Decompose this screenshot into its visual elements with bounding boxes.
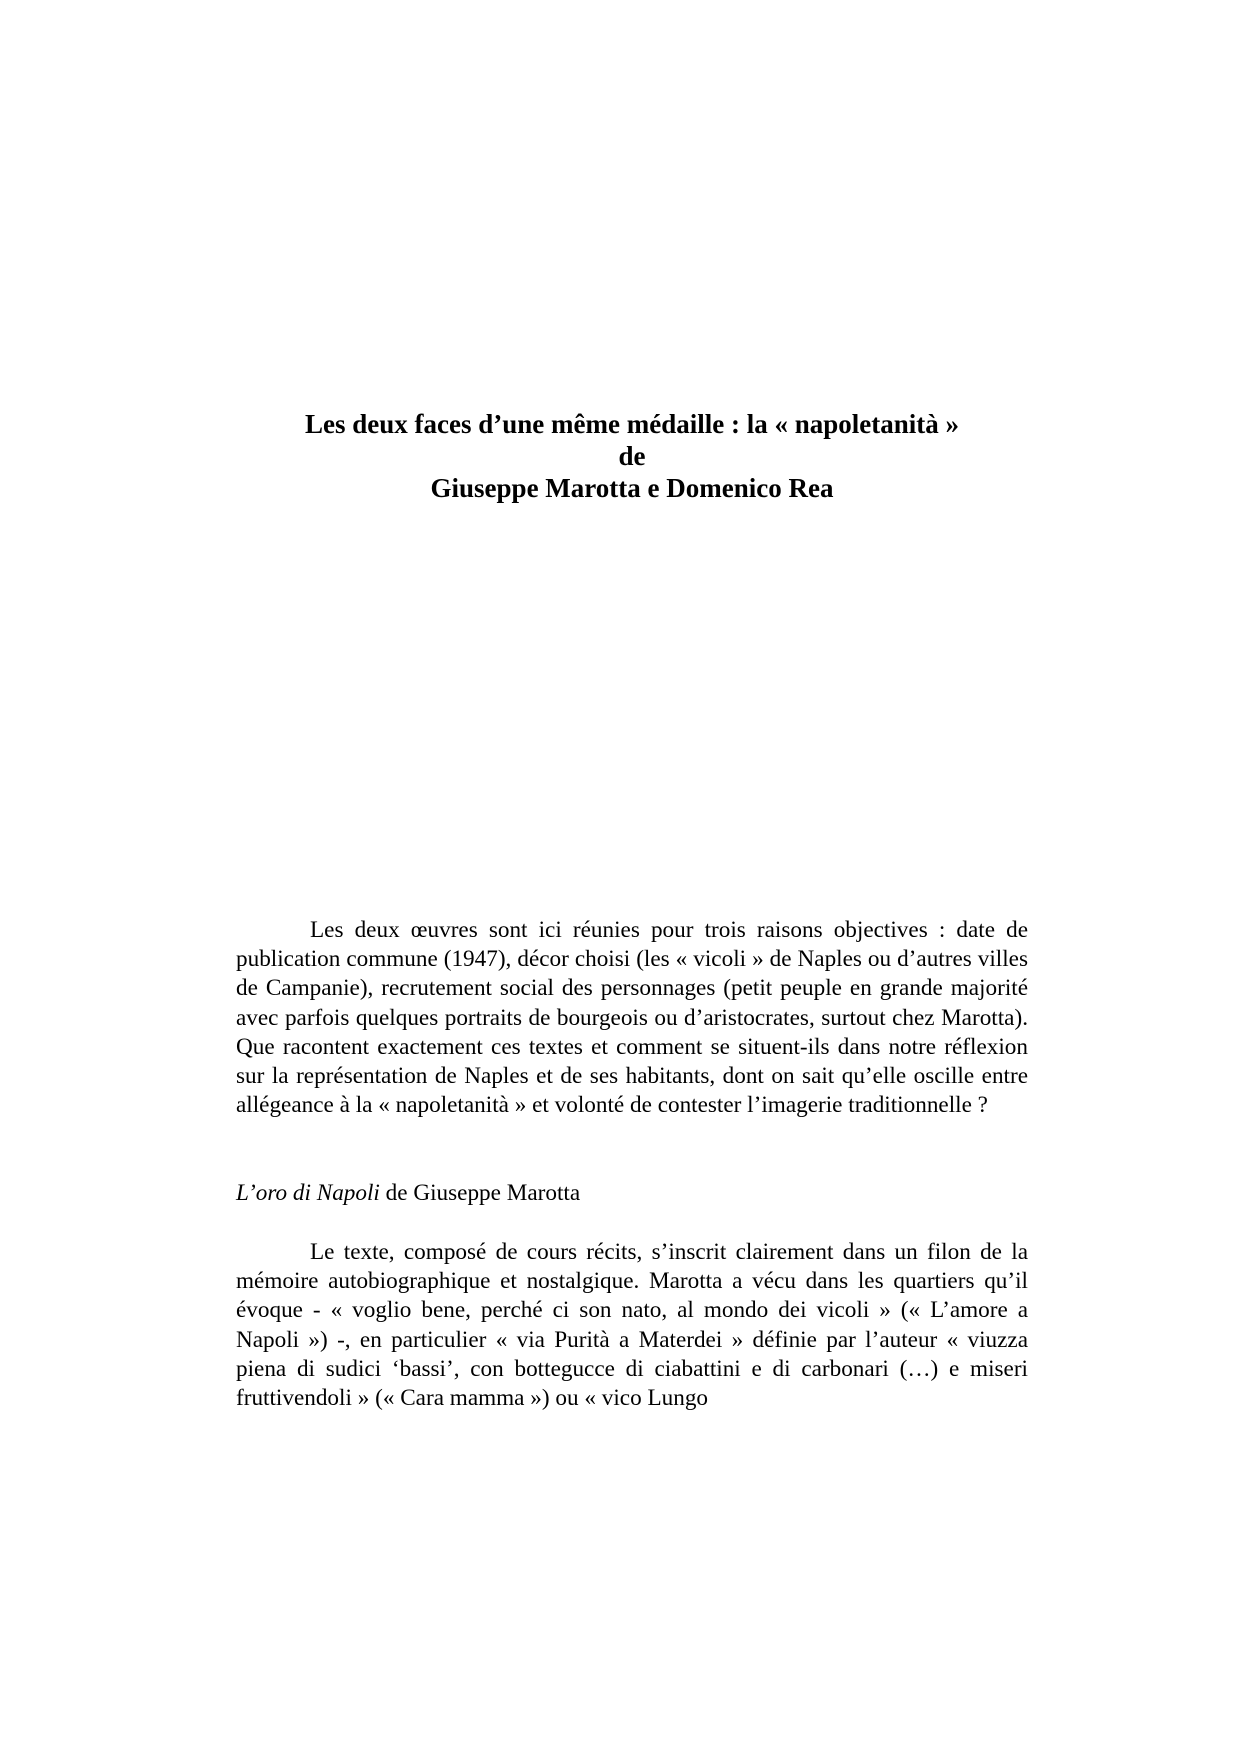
- section-heading-work-title: L’oro di Napoli: [236, 1180, 380, 1206]
- title-line-2: de: [618, 441, 646, 471]
- document-title: [236, 408, 1028, 504]
- title-line-3: Giuseppe Marotta e Domenico Rea: [430, 473, 834, 503]
- intro-paragraph: Les deux œuvres sont ici réunies pour trois raisons objectives : date de publication commune (1947), décor choisi (les « vicoli » de Naples ou d’autres villes de Campanie), recrutement social des personnages (petit peuple en grande majorité avec parfois quelques portraits de bourgeois ou d’aristocrates, surtout chez Marotta). Que racontent exactement ces textes et comment se situent-ils dans notre réflexion sur la représentation de Naples et de ses habitants, dont on sait qu’elle oscille entre allégeance à la « napoletanità » et volonté de contester l’imagerie traditionnelle ?: [236, 917, 1028, 1119]
- body-paragraph: Le texte, composé de cours récits, s’inscrit clairement dans un filon de la mémoire autobiographique et nostalgique. Marotta a vécu dans les quartiers qu’il évoque - « voglio bene, perché ci son nato, al mondo dei vicoli » (« L’amore a Napoli ») -, en particulier « via Purità a Materdei » définie par l’auteur « viuzza piena di sudici ‘bassi’, con bottegucce di ciabattini e di carbonari (…) e miseri fruttivendoli » (« Cara mamma ») ou « vico Lungo: [236, 1239, 1028, 1412]
- title-line-1: Les deux faces d’une même médaille : la « napoletanità »: [305, 409, 959, 439]
- section-heading-author: de Giuseppe Marotta: [379, 1180, 581, 1206]
- section-heading: [236, 1179, 1028, 1208]
